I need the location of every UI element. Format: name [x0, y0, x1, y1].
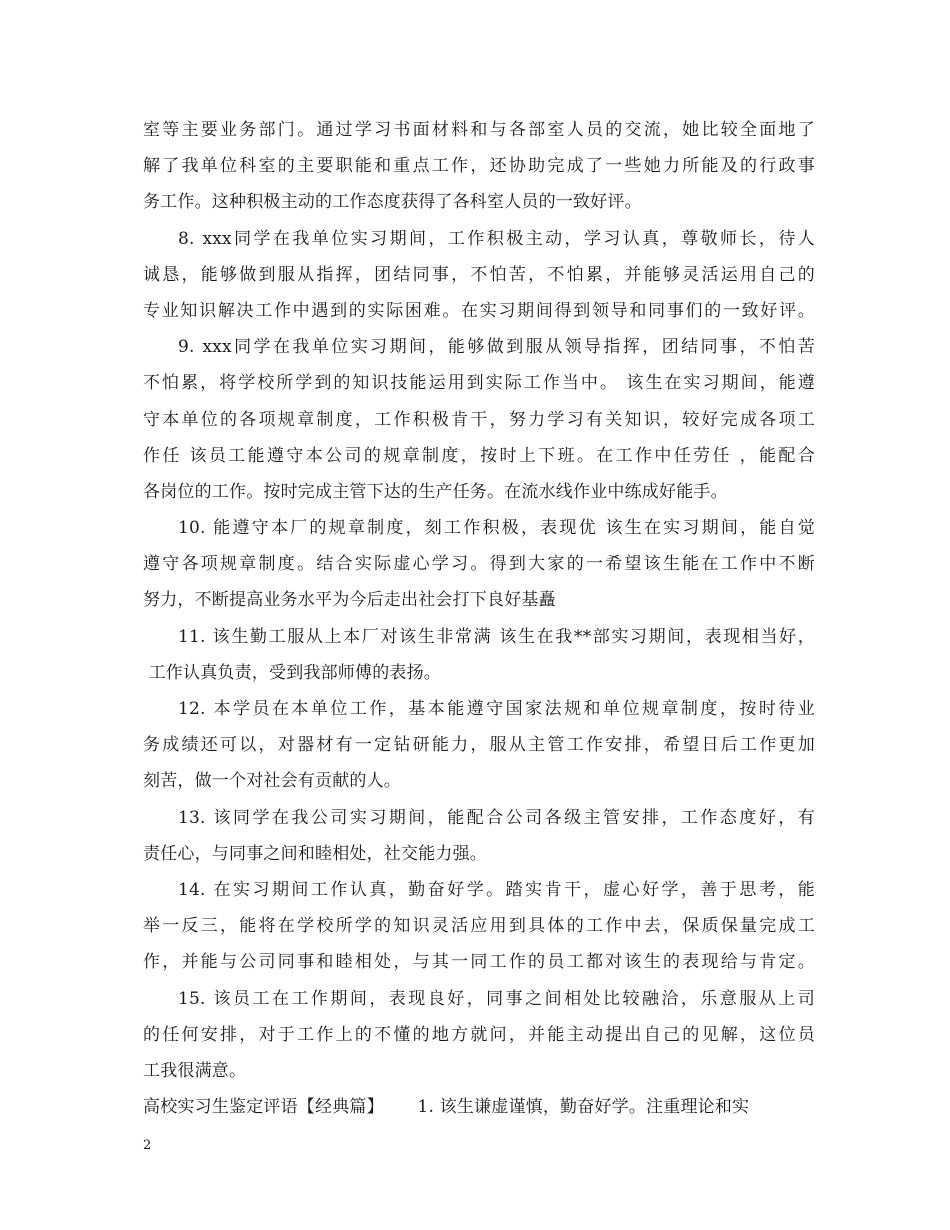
- text-line: 诚恳，能够做到服从指挥，团结同事，不怕苦，不怕累，并能够灵活运用自己的: [143, 264, 815, 285]
- text-line: 守本单位的各项规章制度，工作积极肯干，努力学习有关知识，较好完成各项工: [143, 409, 815, 430]
- text-line: 13. 该同学在我公司实习期间，能配合公司各级主管安排，工作态度好，有: [178, 807, 815, 828]
- text-line: 高校实习生鉴定评语【经典篇】 1. 该生谦虚谨慎，勤奋好学。注重理论和实: [143, 1097, 750, 1118]
- text-line: 不怕累，将学校所学到的知识技能运用到实际工作当中。 该生在实习期间，能遵: [143, 373, 815, 394]
- text-line: 8. xxx同学在我单位实习期间，工作积极主动，学习认真，尊敬师长，待人: [178, 228, 815, 249]
- text-line: 的任何安排，对于工作上的不懂的地方就问，并能主动提出自己的见解，这位员: [143, 1024, 815, 1045]
- document-body: [143, 112, 815, 1125]
- text-line: 刻苦，做一个对社会有贡献的人。: [143, 771, 401, 792]
- text-line: 11. 该生勤工服从上本厂对该生非常满 该生在我**部实习期间，表现相当好，: [178, 626, 815, 647]
- text-line: 遵守各项规章制度。结合实际虚心学习。得到大家的一希望该生能在工作中不断: [143, 554, 815, 575]
- text-line: 9. xxx同学在我单位实习期间，能够做到服从领导指挥，团结同事，不怕苦: [178, 337, 815, 358]
- text-line: 务工作。这种积极主动的工作态度获得了各科室人员的一致好评。: [143, 192, 642, 213]
- text-line: 举一反三，能将在学校所学的知识灵活应用到具体的工作中去，保质保量完成工: [143, 916, 815, 937]
- text-line: 10. 能遵守本厂的规章制度，刻工作积极，表现优 该生在实习期间，能自觉: [178, 518, 815, 539]
- text-line: 14. 在实习期间工作认真，勤奋好学。踏实肯干，虚心好学，善于思考，能: [178, 879, 815, 900]
- page-number: 2: [143, 1138, 152, 1153]
- text-line: 各岗位的工作。按时完成主管下达的生产任务。在流水线作业中练成好能手。: [143, 481, 728, 502]
- text-line: 12. 本学员在本单位工作，基本能遵守国家法规和单位规章制度，按时待业: [178, 699, 815, 719]
- text-line: 责任心，与同事之间和睦相处，社交能力强。: [143, 843, 487, 864]
- text-line: 室等主要业务部门。通过学习书面材料和与各部室人员的交流，她比较全面地了: [143, 120, 815, 140]
- text-line: 作任 该员工能遵守本公司的规章制度，按时上下班。在工作中任劳任 ，能配合: [143, 445, 815, 466]
- text-line: 15. 该员工在工作期间，表现良好，同事之间相处比较融洽，乐意服从上司: [178, 988, 815, 1009]
- text-line: 努力，不断提高业务水平为今后走出社会打下良好基矗: [143, 590, 556, 611]
- text-line: 作，并能与公司同事和睦相处，与其一同工作的员工都对该生的表现给与肯定。: [143, 952, 815, 973]
- text-line: 工作认真负责，受到我部师傅的表扬。: [143, 662, 442, 683]
- text-line: 解了我单位科室的主要职能和重点工作，还协助完成了一些她力所能及的行政事: [143, 156, 815, 177]
- text-line: 专业知识解决工作中遇到的实际困难。在实习期间得到领导和同事们的一致好评。: [143, 300, 815, 321]
- text-line: 工我很满意。: [143, 1060, 247, 1081]
- text-line: 务成绩还可以，对器材有一定钻研能力，服从主管工作安排，希望日后工作更加: [143, 735, 815, 756]
